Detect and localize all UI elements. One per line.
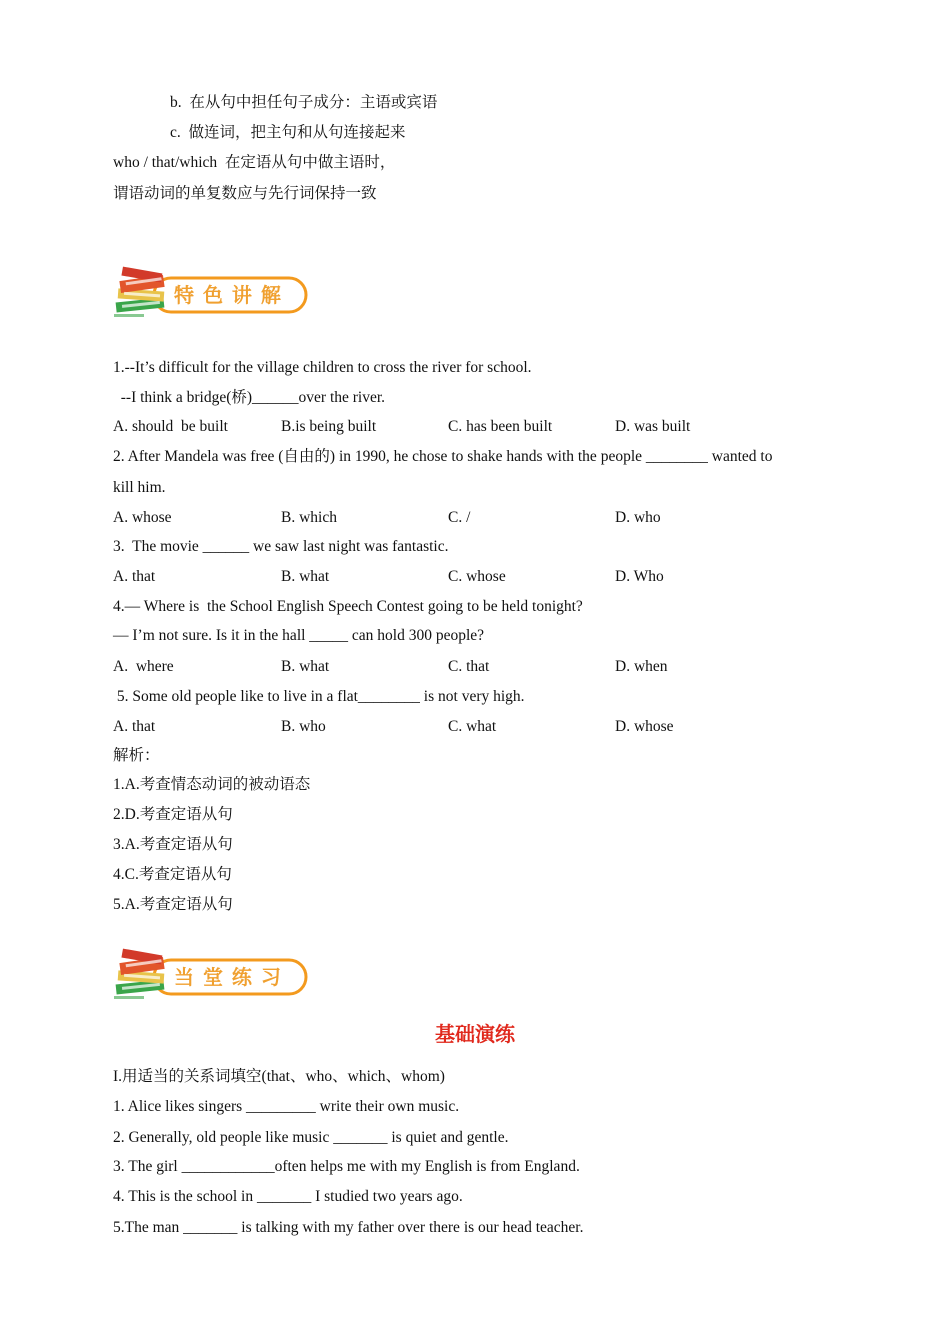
analysis-heading: 解析： bbox=[113, 747, 160, 764]
q5-option-a: A. that bbox=[113, 718, 156, 735]
q4-stem-line2: — I’m not sure. Is it in the hall _____ can hold 300 people? bbox=[113, 627, 485, 644]
intro-line-c: c. 做连词，把主句和从句连接起来 bbox=[170, 124, 406, 141]
practice-item-1: 1. Alice likes singers _________ write their own music. bbox=[113, 1098, 460, 1115]
practice-item-3: 3. The girl ____________often helps me with my English is from England. bbox=[113, 1158, 580, 1175]
q1-stem-line2: --I think a bridge(桥)______over the river. bbox=[113, 389, 386, 406]
intro-line-who: who / that/which 在定语从句中做主语时， bbox=[113, 154, 396, 171]
section-banner-features bbox=[112, 266, 312, 324]
q5-option-d: D. whose bbox=[615, 718, 674, 735]
practice-instruction: I.用适当的关系词填空(that、who、which、whom) bbox=[113, 1068, 445, 1085]
q2-stem-line2: kill him. bbox=[113, 479, 166, 496]
banner-title: 特 色 讲 解 bbox=[174, 283, 282, 307]
intro-line-b: b. 在从句中担任句子成分：主语或宾语 bbox=[170, 94, 438, 111]
banner-title: 当 堂 练 习 bbox=[174, 965, 282, 989]
practice-item-5: 5.The man _______ is talking with my father over there is our head teacher. bbox=[113, 1219, 584, 1236]
practice-item-2: 2. Generally, old people like music _______ is quiet and gentle. bbox=[113, 1129, 509, 1146]
q2-option-b: B. which bbox=[281, 509, 337, 526]
q3-option-c: C. whose bbox=[448, 568, 506, 585]
intro-line-verb: 谓语动词的单复数应与先行词保持一致 bbox=[113, 185, 377, 202]
q3-option-a: A. that bbox=[113, 568, 156, 585]
q3-stem-line1: 3. The movie ______ we saw last night was fantastic. bbox=[113, 538, 449, 555]
analysis-item-4: 4.C.考查定语从句 bbox=[113, 866, 232, 883]
analysis-item-3: 3.A.考查定语从句 bbox=[113, 836, 233, 853]
analysis-item-1: 1.A.考查情态动词的被动语态 bbox=[113, 776, 311, 793]
q2-option-d: D. who bbox=[615, 509, 661, 526]
q1-option-b: B.is being built bbox=[281, 418, 377, 435]
q3-option-d: D. Who bbox=[615, 568, 664, 585]
q2-option-a: A. whose bbox=[113, 509, 172, 526]
q3-option-b: B. what bbox=[281, 568, 330, 585]
q1-option-c: C. has been built bbox=[448, 418, 553, 435]
q2-option-c: C. / bbox=[448, 509, 471, 526]
practice-title: 基础演练 bbox=[435, 1022, 515, 1046]
q4-option-b: B. what bbox=[281, 658, 330, 675]
q1-option-d: D. was built bbox=[615, 418, 691, 435]
q4-option-d: D. when bbox=[615, 658, 668, 675]
q1-stem-line1: 1.--It’s difficult for the village children to cross the river for school. bbox=[113, 359, 532, 376]
q5-option-c: C. what bbox=[448, 718, 497, 735]
q2-stem-line1: 2. After Mandela was free (自由的) in 1990, he chose to shake hands with the people ________ wanted to bbox=[113, 448, 773, 465]
section-banner-practice bbox=[112, 948, 312, 1006]
q5-option-b: B. who bbox=[281, 718, 326, 735]
q5-stem-line1: 5. Some old people like to live in a flat________ is not very high. bbox=[113, 688, 525, 705]
practice-item-4: 4. This is the school in _______ I studied two years ago. bbox=[113, 1188, 463, 1205]
q4-option-c: C. that bbox=[448, 658, 490, 675]
q1-option-a: A. should be built bbox=[113, 418, 228, 435]
analysis-item-2: 2.D.考查定语从句 bbox=[113, 806, 233, 823]
q4-stem-line1: 4.— Where is the School English Speech Contest going to be held tonight? bbox=[113, 598, 583, 615]
analysis-item-5: 5.A.考查定语从句 bbox=[113, 896, 233, 913]
q4-option-a: A. where bbox=[113, 658, 174, 675]
